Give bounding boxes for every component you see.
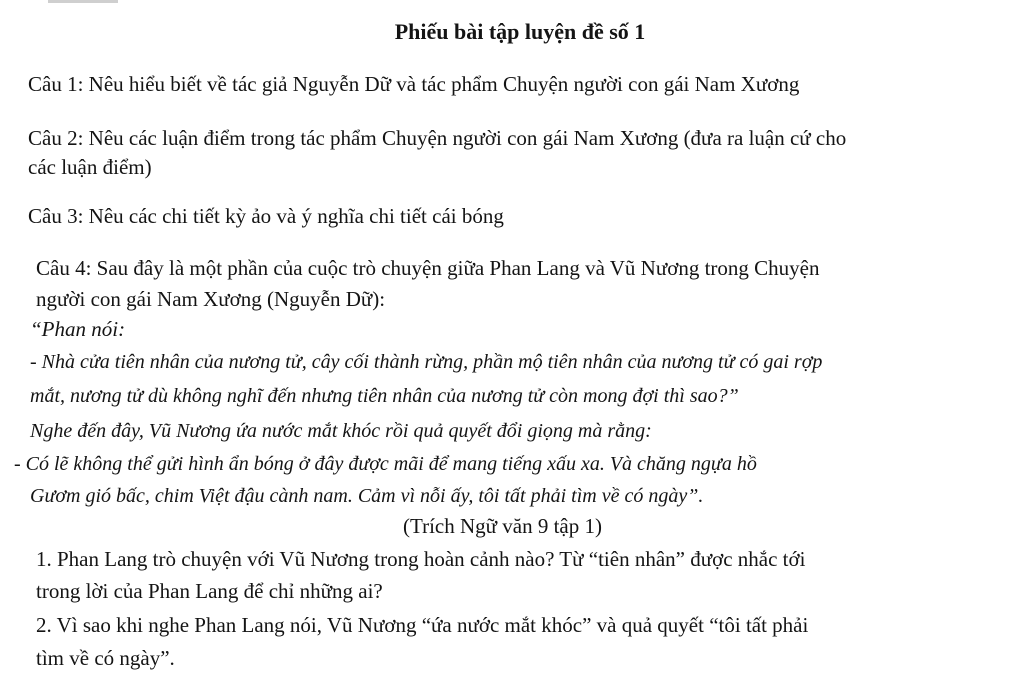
question-4-line-2: người con gái Nam Xương (Nguyễn Dữ): (36, 287, 386, 311)
top-edge-mark (48, 0, 118, 3)
question-2-line-1: Câu 2: Nêu các luận điểm trong tác phẩm Chuyện người con gái Nam Xương (đưa ra luận cứ cho (28, 126, 847, 150)
excerpt-line-6: Gươm gió bấc, chim Việt đậu cành nam. Cảm vì nỗi ấy, tôi tất phải tìm về có ngày”. (30, 485, 704, 507)
sub-question-2-line-2: tìm về có ngày”. (36, 646, 175, 670)
question-3: Câu 3: Nêu các chi tiết kỳ ảo và ý nghĩa chi tiết cái bóng (28, 204, 504, 228)
sub-question-1-line-1: 1. Phan Lang trò chuyện với Vũ Nương trong hoàn cảnh nào? Từ “tiên nhân” được nhắc tới (36, 547, 806, 571)
question-1: Câu 1: Nêu hiểu biết về tác giả Nguyễn Dữ và tác phẩm Chuyện người con gái Nam Xương (28, 72, 800, 96)
excerpt-source: (Trích Ngữ văn 9 tập 1) (403, 514, 602, 538)
worksheet-title: Phiếu bài tập luyện đề số 1 (394, 19, 646, 44)
excerpt-line-1: “Phan nói: (30, 317, 126, 341)
sub-question-2-line-1: 2. Vì sao khi nghe Phan Lang nói, Vũ Nương “ứa nước mắt khóc” và quả quyết “tôi tất phải (36, 613, 809, 637)
question-4-line-1: Câu 4: Sau đây là một phần của cuộc trò chuyện giữa Phan Lang và Vũ Nương trong Chuyện (36, 256, 820, 280)
excerpt-line-2: - Nhà cửa tiên nhân của nương tử, cây cối thành rừng, phần mộ tiên nhân của nương tử có gai rợp (30, 351, 823, 373)
excerpt-line-5: - Có lẽ không thể gửi hình ẩn bóng ở đây được mãi để mang tiếng xấu xa. Và chăng ngựa hồ (14, 453, 757, 475)
sub-question-1-line-2: trong lời của Phan Lang để chỉ những ai? (36, 579, 383, 603)
excerpt-line-4: Nghe đến đây, Vũ Nương ứa nước mắt khóc rồi quả quyết đổi giọng mà rằng: (30, 420, 652, 442)
excerpt-line-3: mắt, nương tử dù không nghĩ đến nhưng tiên nhân của nương tử còn mong đợi thì sao?” (30, 385, 739, 407)
question-2-line-2: các luận điểm) (28, 155, 152, 179)
